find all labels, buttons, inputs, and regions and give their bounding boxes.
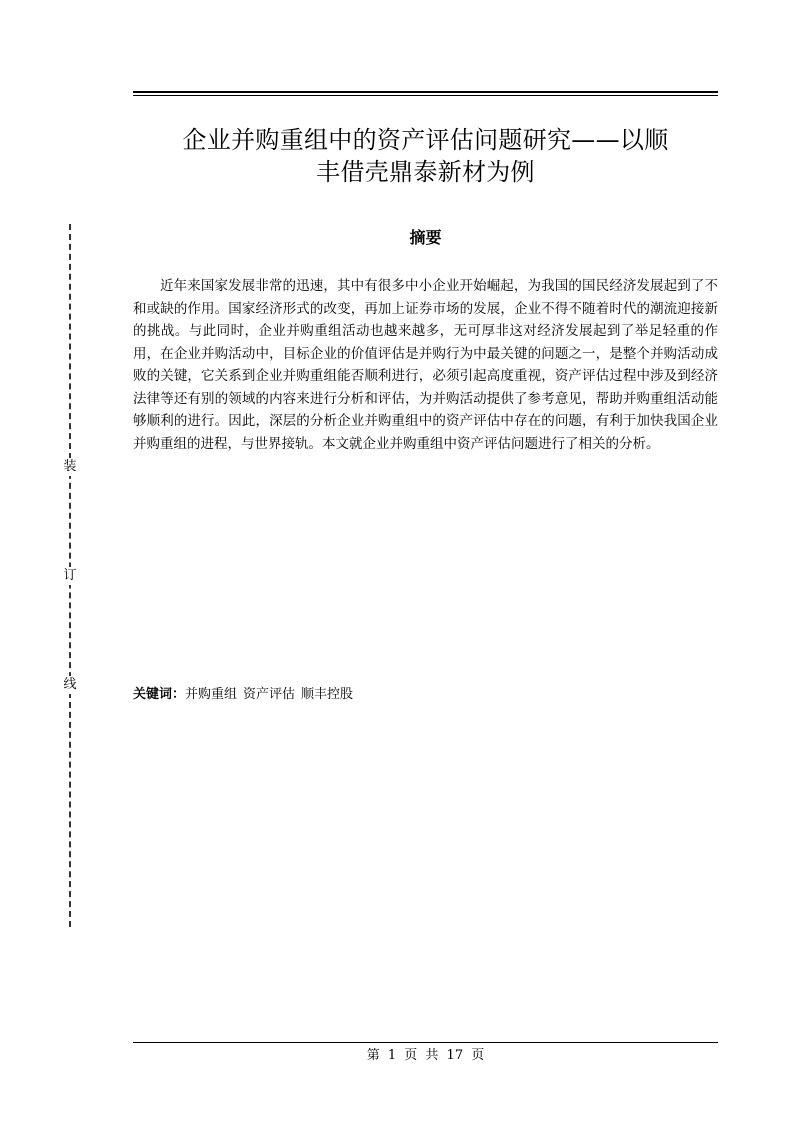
document-title-line-1: 企业并购重组中的资产评估问题研究——以顺	[182, 126, 669, 154]
keywords-label: 关键词：	[133, 687, 186, 702]
binding-mark-xian: 线	[63, 677, 77, 692]
document-title	[133, 124, 718, 188]
keyword-item: 顺丰控股	[301, 687, 354, 702]
keyword-item: 并购重组	[185, 687, 238, 702]
header-rule-thin	[133, 95, 718, 96]
binding-mark-ding: 订	[63, 568, 77, 583]
footer-rule	[133, 1042, 718, 1043]
abstract-heading: 摘要	[409, 228, 442, 247]
binding-mark-zhuang: 装	[63, 459, 77, 474]
keyword-item: 资产评估	[243, 687, 296, 702]
header-rule	[133, 91, 718, 93]
document-title-line-2: 丰借壳鼎泰新材为例	[316, 158, 535, 186]
keywords-line	[133, 685, 718, 705]
abstract-body: 近年来国家发展非常的迅速，其中有很多中小企业开始崛起，为我国的国民经济发展起到了不和或缺的作用。国家经济形式的改变，再加上证券市场的发展，企业不得不随着时代的潮流迎接新的挑战。与此同时，企业并购重组活动也越来越多，无可厚非这对经济发展起到了举足轻重的作用，在企业并购活动中，目标企业的价值评估是并购行为中最关键的问题之一，是整个并购活动成败的关键，它关系到企业并购重组能否顺利进行，必须引起高度重视，资产评估过程中涉及到经济法律等还有别的领域的内容来进行分析和评估，为并购活动提供了参考意见，帮助并购重组活动能够顺利的进行。因此，深层的分析企业并购重组中的资产评估中存在的问题，有利于加快我国企业并购重组的进程，与世界接轨。本文就企业并购重组中资产评估问题进行了相关的分析。	[133, 278, 718, 452]
page-number: 第 1 页 共 17 页	[366, 1048, 485, 1063]
